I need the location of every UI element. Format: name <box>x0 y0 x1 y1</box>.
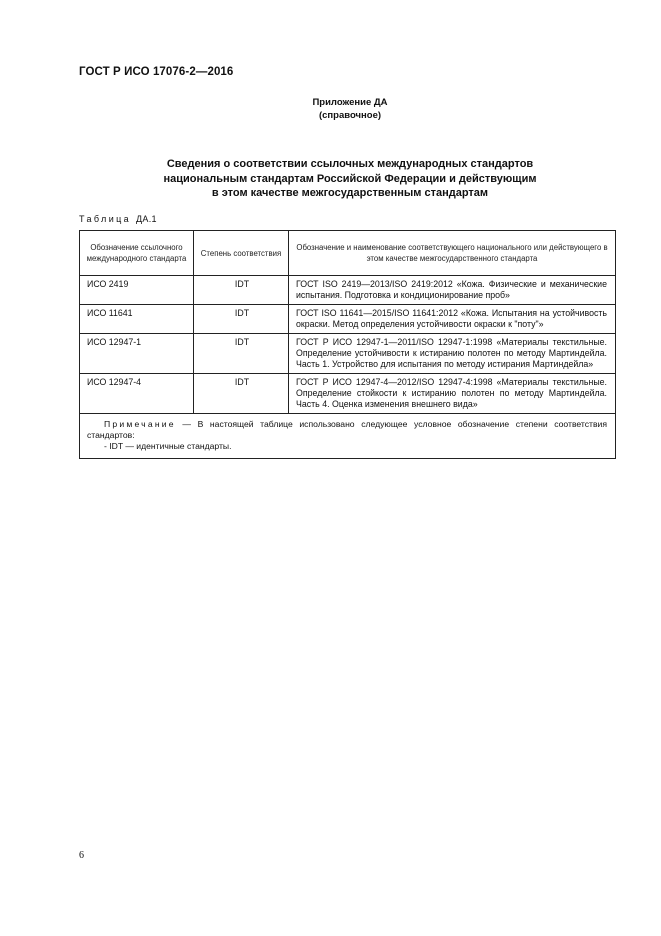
reference-cell: ИСО 12947-1 <box>80 334 194 374</box>
table-row <box>80 374 616 414</box>
table-row <box>80 334 616 374</box>
appendix-type: (справочное) <box>318 110 382 121</box>
standard-cell: ГОСТ Р ИСО 12947-1—2011/ISO 12947-1:1998 «Материалы текстильные. Определение устойчивости к истиранию полотен по методу Мартиндейла. Часть 1. Устройство для испытания по методу истирания Мартиндейла» <box>289 334 616 374</box>
table-note <box>80 414 616 459</box>
degree-cell: IDT <box>194 276 289 305</box>
title-line: Сведения о соответствии ссылочных международных стандартов <box>166 158 534 170</box>
standard-cell: ГОСТ ISO 11641—2015/ISO 11641:2012 «Кожа. Испытания на устойчивость окраски. Метод определения устойчивости окраски к "поту"» <box>289 305 616 334</box>
reference-cell: ИСО 11641 <box>80 305 194 334</box>
table-header-row <box>80 231 616 276</box>
table-caption <box>79 214 157 224</box>
note-text: — В настоящей таблице использовано следующее условное обозначение степени соответствия стандартов: <box>87 419 607 440</box>
column-header-degree: Степень соответствия <box>194 231 289 276</box>
degree-cell: IDT <box>194 374 289 414</box>
table-caption-number: ДА.1 <box>136 214 157 224</box>
note-label: Примечание <box>104 419 176 429</box>
correspondence-table <box>79 230 616 459</box>
table-row <box>80 276 616 305</box>
reference-cell: ИСО 2419 <box>80 276 194 305</box>
appendix-main-title <box>0 157 661 201</box>
appendix-title: Приложение ДА <box>312 97 388 108</box>
table-caption-label: Таблица <box>79 214 132 224</box>
note-item: - IDT — идентичные стандарты. <box>104 441 232 451</box>
appendix-heading <box>0 96 661 122</box>
title-line: в этом качестве межгосударственным стандартам <box>211 187 489 199</box>
table-note-row <box>80 414 616 459</box>
document-header: ГОСТ Р ИСО 17076-2—2016 <box>79 66 234 78</box>
column-header-reference: Обозначение ссылочного международного стандарта <box>80 231 194 276</box>
standard-cell: ГОСТ Р ИСО 12947-4—2012/ISO 12947-4:1998 «Материалы текстильные. Определение стойкости к истиранию полотен по методу Мартиндейла. Часть 4. Оценка изменения внешнего вида» <box>289 374 616 414</box>
table-row <box>80 305 616 334</box>
title-line: национальным стандартам Российской Федерации и действующим <box>163 172 537 185</box>
page-number: 6 <box>79 850 84 861</box>
column-header-standard: Обозначение и наименование соответствующего национального или действующего в этом качестве межгосударственного стандарта <box>289 231 616 276</box>
degree-cell: IDT <box>194 334 289 374</box>
reference-cell: ИСО 12947-4 <box>80 374 194 414</box>
standard-cell: ГОСТ ISO 2419—2013/ISO 2419:2012 «Кожа. Физические и механические испытания. Подготовка и кондиционирование проб» <box>289 276 616 305</box>
degree-cell: IDT <box>194 305 289 334</box>
